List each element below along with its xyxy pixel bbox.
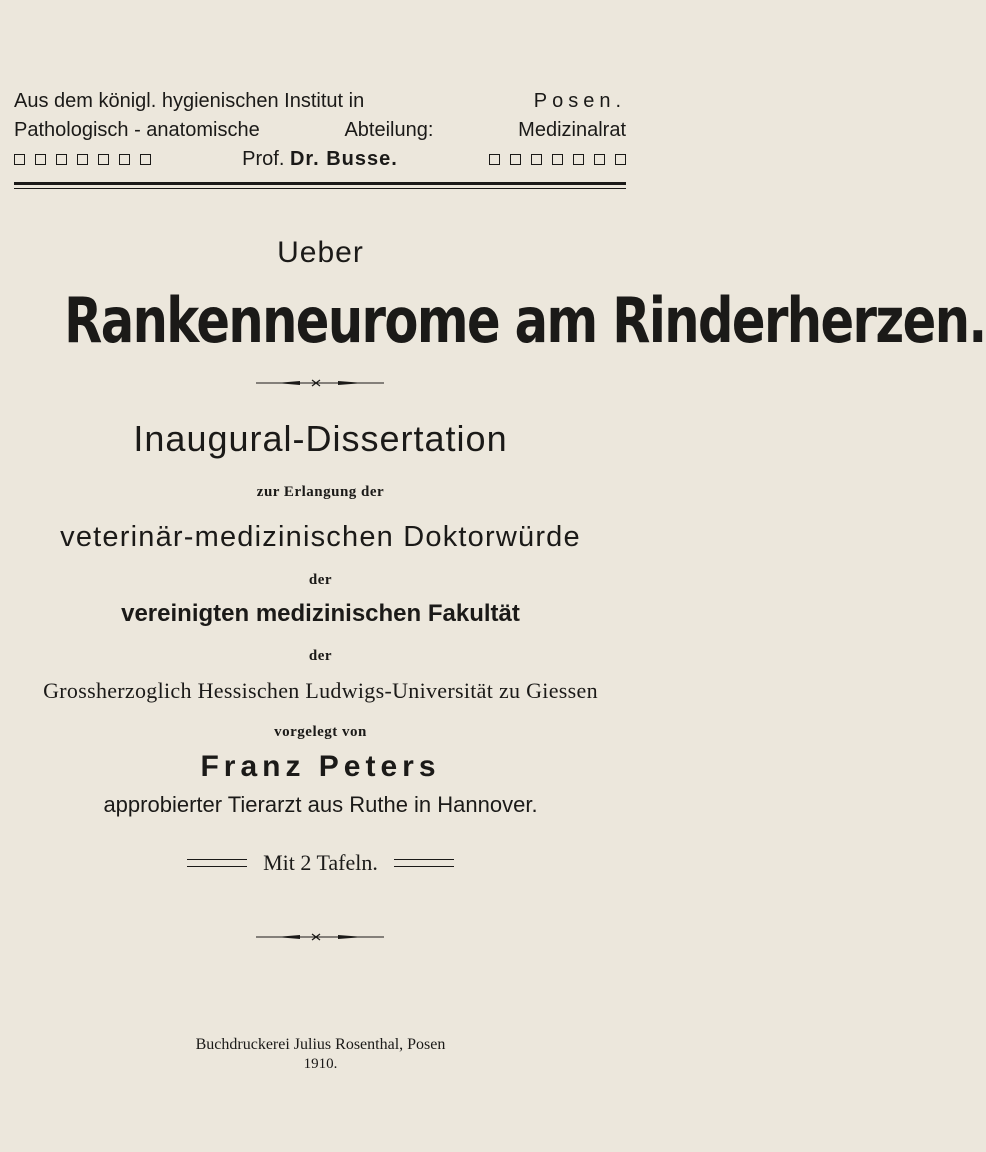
department-line [14,119,626,142]
connector-der-2: der [308,648,333,664]
institute-city: Posen. [533,90,626,112]
director-prefix: Prof. [242,148,285,170]
department-text: Pathologisch - anatomische [14,119,260,141]
main-title: Rankenneurome am Rinderherzen. [64,284,986,357]
plates-rule-right [394,859,454,867]
department-title: Medizinalrat [518,119,626,141]
plates-count: Mit 2 Tafeln. [263,850,378,875]
degree-title: veterinär-medizinischen Doktorwürde [60,521,581,553]
box-ornament-left [14,154,151,165]
ornament-divider-bottom [0,931,641,943]
title-pre: Ueber [277,236,364,269]
institute-text: Aus dem königl. hygienischen Institut in [14,90,365,112]
presented-by: vorgelegt von [274,724,367,740]
university-name: Grossherzoglich Hessischen Ludwigs-Universität zu Giessen [43,678,598,703]
ornament-divider-top [0,377,641,389]
plates-line [0,850,641,876]
author-name: Franz Peters [200,750,441,783]
department-label: Abteilung: [344,119,434,141]
faculty-name: vereinigten medizinischen Fakultät [121,600,520,627]
plates-rule-left [187,859,247,867]
institute-line [14,90,626,113]
header-rule-thin [14,188,626,189]
dissertation-purpose: zur Erlangung der [256,484,385,500]
header-rule-thick [14,182,626,185]
dissertation-type: Inaugural-Dissertation [133,418,508,459]
box-ornament-right [489,154,626,165]
author-description: approbierter Tierarzt aus Ruthe in Hannover. [103,792,538,817]
director-surname: Dr. Busse. [289,148,398,170]
director-name [242,148,398,171]
publication-year: 1910. [303,1056,338,1072]
printer-imprint: Buchdruckerei Julius Rosenthal, Posen [195,1036,446,1053]
director-line [14,148,626,171]
connector-der-1: der [308,572,333,588]
